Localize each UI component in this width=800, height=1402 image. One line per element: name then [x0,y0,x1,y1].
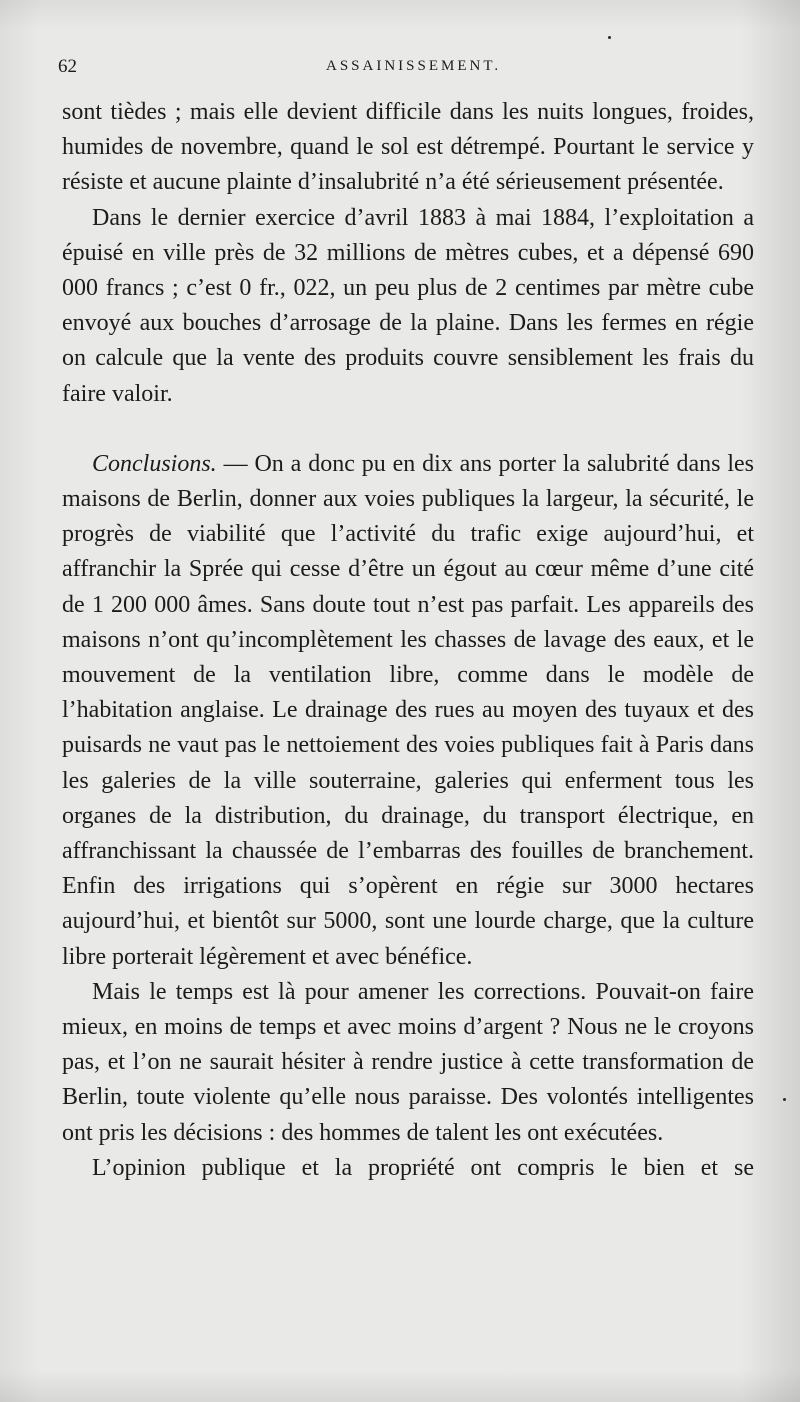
paragraph-text: Dans le dernier exercice d’avril 1883 à mai 1884, l’exploitation a épuisé en ville près de 32 millions de mètres cubes, et a dépensé 690 000 francs ; c’est 0 fr., 022, un peu plus de 2 centimes par mètre cube envoyé aux bouches d’arrosage de la plaine. Dans les fermes en régie on calcule que la vente des produits couvre sensiblement les frais du faire valoir. [62,204,754,407]
paragraph-text: sont tièdes ; mais elle devient difficile dans les nuits longues, froides, humides de novembre, quand le sol est détrempé. Pourtant le service y résiste et aucune plainte d’insalubrité n’a été sérieusement présentée. [62,99,754,196]
ink-speck [783,1098,786,1101]
paragraph-text: Mais le temps est là pour amener les corrections. Pouvait-on faire mieux, en moins de temps et avec moins d’argent ? Nous ne le croyons pas, et l’on ne saurait hésiter à rendre justice à cette transformation de Berlin, toute violente qu’elle nous paraisse. Des volontés intelligentes ont pris les décisions : des hommes de talent les ont exécutées. [62,978,754,1146]
body-text [62,95,754,1186]
paragraph-continuation [62,95,754,201]
paragraph-opinion [62,1151,754,1186]
section-lead-conclusions: Conclusions. [92,450,217,477]
paragraph-text: — On a donc pu en dix ans porter la salubrité dans les maisons de Berlin, donner aux voies publiques la largeur, la sécurité, le progrès de viabilité que l’activité du trafic exige aujourd’hui, et affranchir la Sprée qui cesse d’être un égout au cœur même d’une cité de 1 200 000 âmes. Sans doute tout n’est pas parfait. Les appareils des maisons n’ont qu’incomplètement les chasses de lavage des eaux, et le mouvement de la ventilation libre, comme dans le modèle de l’habitation anglaise. Le drainage des rues au moyen des tuyaux et des puisards ne vaut pas le nettoiement des voies publiques fait à Paris dans les galeries de la ville souterraine, galeries qui enferment tous les organes de la distribution, du drainage, du transport électrique, en affranchissant la chaussée de l’embarras des fouilles de branchement. Enfin des irrigations qui s’opèrent en régie sur 3000 hectares aujourd’hui, et bientôt sur 5000, sont une lourde charge, que la culture libre porterait légèrement et avec bénéfice. [62,450,754,970]
paragraph-corrections [62,975,754,1151]
paragraph-conclusions [62,447,754,975]
paragraph-exploitation [62,201,754,412]
ink-speck [608,36,611,39]
paragraph-text: L’opinion publique et la propriété ont compris le bien et se [92,1154,754,1181]
running-head [58,56,758,86]
running-title: ASSAINISSEMENT. [326,58,502,74]
page-number: 62 [58,56,77,77]
